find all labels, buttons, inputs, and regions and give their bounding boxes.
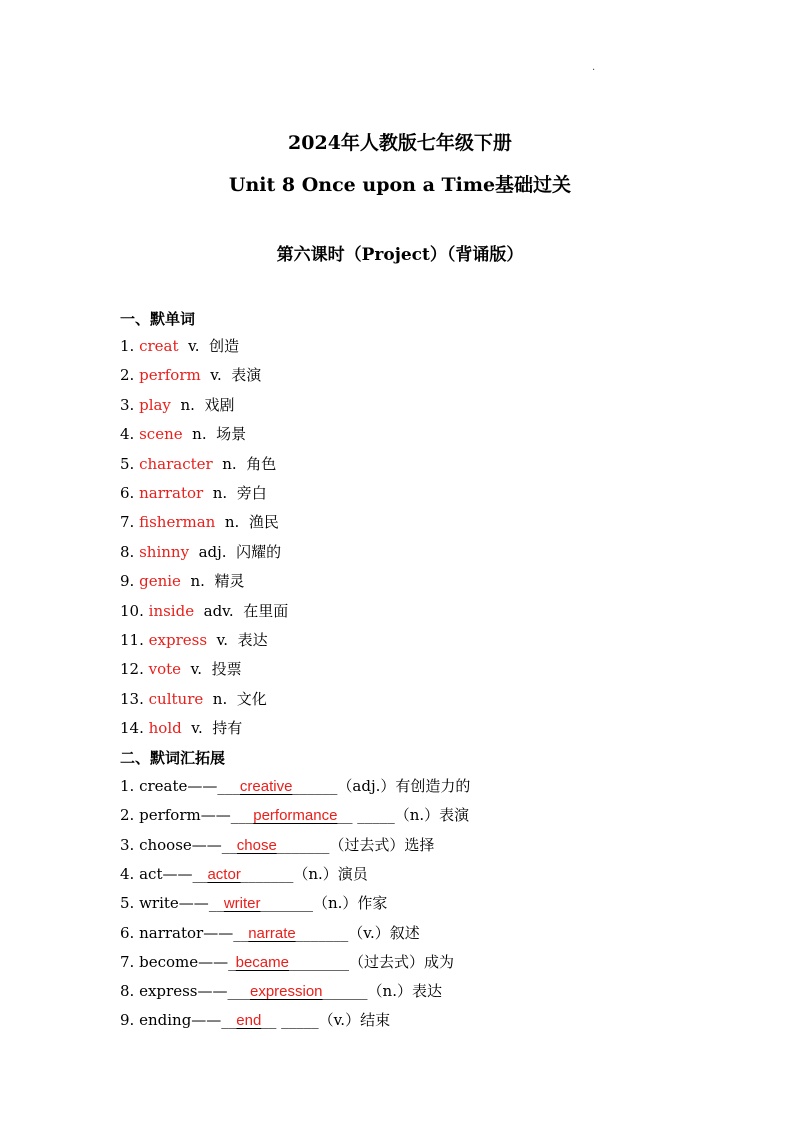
base-word: act——: [139, 864, 193, 883]
blank-before: _: [228, 952, 236, 971]
base-word: choose——: [139, 835, 222, 854]
lesson-title: 第六课时（Project）（背诵版）: [276, 245, 524, 265]
item-number: 6.: [120, 484, 135, 502]
word-form-note: （v.）叙述: [348, 923, 420, 942]
blank-before: ___: [227, 982, 250, 1001]
part-of-speech: n.: [212, 484, 228, 502]
item-number: 2.: [120, 366, 135, 385]
vocab-item: [120, 423, 246, 444]
unit-title: Unit 8 Once upon a Time基础过关: [228, 174, 572, 196]
part-of-speech: v.: [190, 660, 203, 679]
blank-after: ______: [292, 777, 338, 795]
base-word: create——: [139, 777, 218, 795]
blank-after: __ _____: [337, 806, 395, 825]
expansion-item: [120, 1009, 390, 1030]
item-number: 2.: [120, 806, 135, 825]
vocab-item: [120, 335, 239, 356]
blank-before: __: [221, 1011, 237, 1030]
expansion-item: [120, 834, 434, 855]
blank-after: ________: [288, 952, 349, 971]
chinese-meaning: 表演: [231, 366, 262, 385]
vocab-item: [120, 394, 234, 415]
page-marker-dot: .: [592, 62, 596, 73]
blank-after: _______: [276, 835, 330, 854]
word-form-note: （n.）表演: [394, 806, 470, 825]
chinese-meaning: 闪耀的: [236, 542, 282, 561]
expansion-item: [120, 892, 387, 913]
expansion-item: [120, 804, 469, 825]
item-number: 5.: [120, 454, 135, 473]
chinese-meaning: 精灵: [214, 572, 245, 591]
chinese-meaning: 创造: [209, 337, 240, 355]
blank-before: __: [221, 835, 237, 854]
item-number: 13.: [120, 689, 144, 708]
expansion-item: [120, 863, 368, 884]
base-word: narrator——: [139, 923, 234, 942]
vocab-item: [120, 629, 268, 650]
answer-word: became: [235, 953, 289, 971]
vocab-word-answer: narrator: [139, 484, 204, 502]
blank-after: _______: [260, 894, 313, 913]
item-number: 4.: [120, 864, 135, 883]
vocab-word-answer: character: [139, 454, 213, 473]
part-of-speech: n.: [222, 454, 237, 473]
base-word: express——: [139, 982, 228, 1001]
item-number: 9.: [120, 1011, 135, 1030]
expansion-item: [120, 922, 420, 943]
vocab-word-answer: inside: [148, 601, 195, 620]
chinese-meaning: 文化: [236, 689, 267, 708]
blank-before: ___: [230, 806, 254, 825]
vocab-word-answer: culture: [148, 689, 204, 708]
vocab-item: [120, 658, 242, 679]
base-word: write——: [139, 894, 209, 913]
vocab-word-answer: shinny: [139, 542, 190, 561]
part-of-speech: n.: [190, 572, 205, 591]
expansion-item: [120, 775, 470, 796]
document-title: 2024年人教版七年级下册: [288, 132, 512, 154]
blank-after: _______: [240, 864, 294, 883]
item-number: 7.: [120, 513, 135, 532]
chinese-meaning: 角色: [246, 454, 277, 473]
blank-before: __: [208, 894, 224, 913]
item-number: 9.: [120, 572, 135, 591]
item-number: 4.: [120, 425, 135, 444]
part-of-speech: v.: [210, 366, 222, 385]
vocab-item: [120, 570, 244, 591]
part-of-speech: n.: [224, 513, 240, 532]
vocab-item: [120, 364, 261, 385]
answer-word: performance: [253, 807, 338, 825]
base-word: become——: [139, 952, 229, 971]
base-word: ending——: [139, 1011, 222, 1030]
item-number: 1.: [120, 337, 135, 355]
chinese-meaning: 持有: [212, 719, 243, 738]
answer-word: end: [236, 1012, 262, 1030]
item-number: 12.: [120, 660, 144, 679]
blank-after: _______: [295, 923, 349, 942]
item-number: 8.: [120, 982, 135, 1001]
vocab-item: [120, 482, 267, 503]
vocab-word-answer: fisherman: [139, 513, 216, 532]
section-word-expansion-heading: 二、默词汇拓展: [120, 749, 226, 767]
word-form-note: （n.）作家: [312, 894, 388, 913]
word-form-note: （过去式）成为: [348, 952, 454, 971]
part-of-speech: adv.: [203, 601, 234, 620]
blank-before: __: [233, 923, 249, 942]
answer-word: writer: [223, 895, 261, 913]
part-of-speech: n.: [212, 689, 228, 708]
answer-word: creative: [239, 778, 293, 795]
chinese-meaning: 旁白: [236, 484, 267, 502]
item-number: 6.: [120, 923, 135, 942]
blank-after: __ _____: [261, 1011, 319, 1030]
chinese-meaning: 戏剧: [204, 395, 235, 414]
vocab-word-answer: vote: [148, 660, 182, 679]
item-number: 14.: [120, 719, 144, 738]
section-vocabulary-heading: 一、默单词: [120, 310, 196, 328]
word-form-note: （n.）演员: [293, 864, 368, 883]
vocab-word-answer: genie: [139, 572, 181, 591]
vocab-word-answer: scene: [139, 425, 183, 444]
word-form-note: （n.）表达: [367, 982, 442, 1001]
vocab-word-answer: creat: [139, 337, 179, 355]
part-of-speech: n.: [192, 425, 207, 444]
expansion-item: [120, 980, 442, 1001]
part-of-speech: v.: [216, 631, 229, 649]
chinese-meaning: 投票: [211, 660, 242, 679]
vocab-word-answer: hold: [148, 719, 182, 738]
word-form-note: （adj.）有创造力的: [337, 777, 471, 795]
item-number: 5.: [120, 894, 135, 913]
item-number: 11.: [120, 631, 144, 649]
item-number: 10.: [120, 601, 144, 620]
vocab-item: [120, 511, 279, 532]
vocab-item: [120, 453, 276, 474]
blank-before: ___: [217, 777, 240, 795]
vocab-item: [120, 541, 281, 562]
part-of-speech: adj.: [198, 542, 227, 561]
chinese-meaning: 在里面: [243, 601, 289, 620]
vocab-item: [120, 688, 267, 709]
part-of-speech: n.: [180, 395, 195, 414]
word-form-note: （过去式）选择: [329, 835, 435, 854]
blank-after: ______: [322, 982, 368, 1001]
part-of-speech: v.: [188, 337, 200, 355]
answer-word: expression: [249, 983, 323, 1001]
expansion-item: [120, 951, 454, 972]
chinese-meaning: 渔民: [248, 513, 279, 532]
chinese-meaning: 表达: [237, 631, 268, 649]
word-form-note: （v.）结束: [318, 1011, 391, 1030]
item-number: 1.: [120, 777, 135, 795]
vocab-word-answer: express: [148, 631, 208, 649]
item-number: 8.: [120, 542, 135, 561]
answer-word: actor: [207, 865, 241, 883]
vocab-item: [120, 600, 288, 621]
chinese-meaning: 场景: [216, 425, 247, 444]
vocab-item: [120, 717, 242, 738]
part-of-speech: v.: [191, 719, 203, 738]
base-word: perform——: [139, 806, 231, 825]
item-number: 3.: [120, 835, 135, 854]
vocab-word-answer: play: [139, 395, 171, 414]
vocab-word-answer: perform: [139, 366, 201, 385]
answer-word: chose: [236, 836, 277, 854]
item-number: 7.: [120, 952, 135, 971]
blank-before: __: [192, 864, 208, 883]
answer-word: narrate: [248, 924, 296, 942]
item-number: 3.: [120, 395, 135, 414]
